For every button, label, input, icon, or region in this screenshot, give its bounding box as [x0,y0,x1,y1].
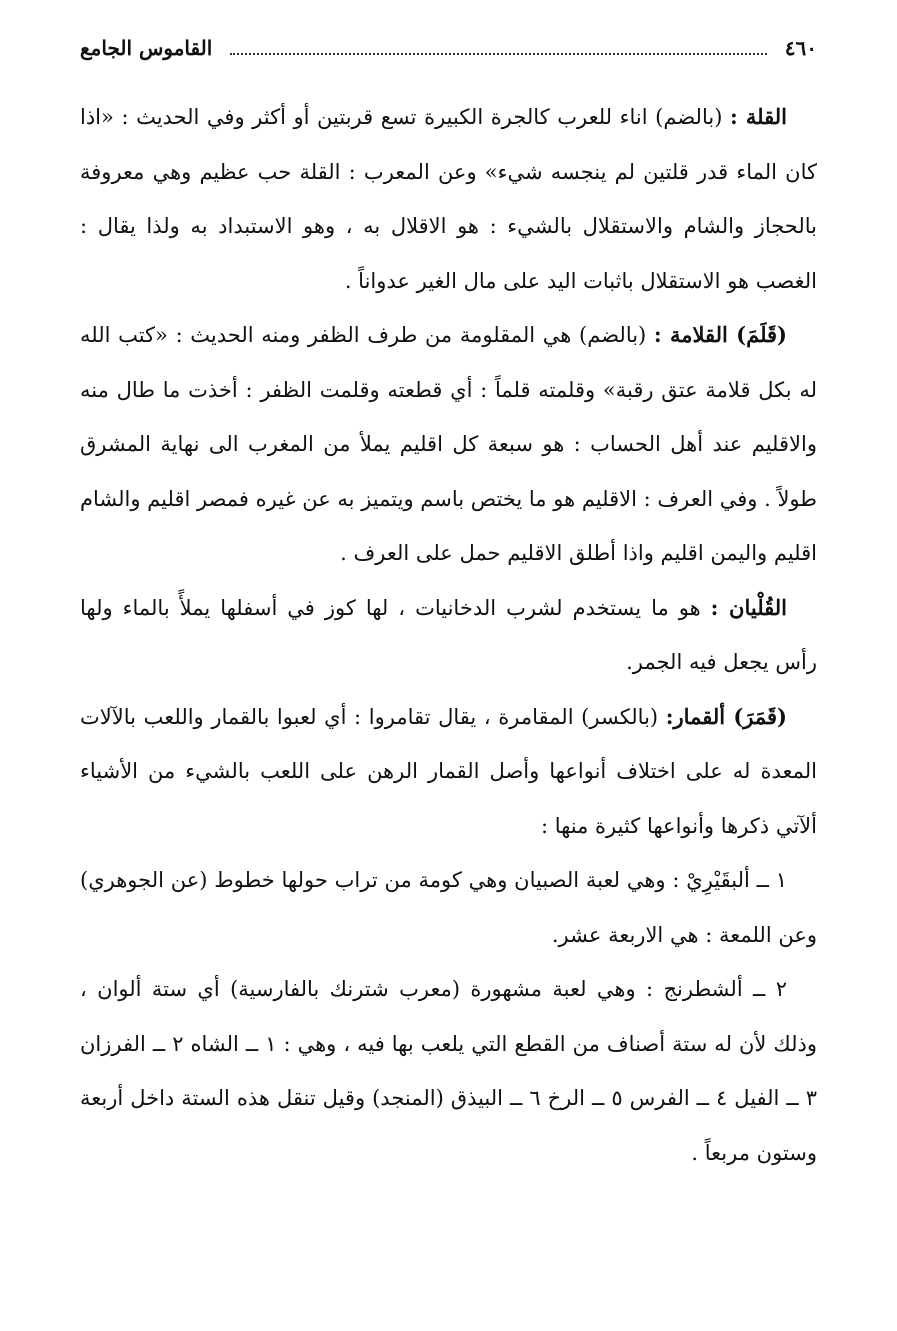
qimar-type-1 [80,853,817,962]
entry-qalam [80,308,817,581]
entry-qimar [80,690,817,854]
entry-headword: القلة : [729,104,787,129]
entry-headword: (قَلَمَ) القلامة : [653,322,787,347]
qimar-type-2 [80,962,817,1180]
page-number: ٤٦٠ [784,36,817,60]
dictionary-page [80,28,817,1180]
entry-text: (بالضم) هي المقلومة من طرف الظفر ومنه الحديث : «كتب الله له بكل قلامة عتق رقبة» وقلمته قلماً : أي قطعته وقلمت الظفر : أخذت ما طال منه والاقليم عند أهل الحساب : هو سبعة كل اقليم يملأ من المغرب الى نهاية المشرق طولاً . وفي العرف : الاقليم هو ما يختص باسم ويتميز به عن غيره فمصر اقليم والشام اقليم واليمن اقليم واذا أطلق الاقليم حمل على العرف . [80,323,817,565]
entry-text: ٢ ــ ألشطرنج : وهي لعبة مشهورة (معرب شترنك بالفارسية) أي ستة ألوان ، وذلك لأن له ستة أصناف من القطع التي يلعب بها فيه ، وهي : ١ ــ الشاه ٢ ــ الفرزان ٣ ــ الفيل ٤ ــ الفرس ٥ ــ الرخ ٦ ــ البيذق (المنجد) وقيل تنقل هذه الستة داخل أربعة وستون مربعاً . [80,977,817,1165]
entry-qulla [80,90,817,308]
page-header [80,28,817,68]
entry-text: ١ ــ ألبقَيْرِيْ : وهي لعبة الصبيان وهي كومة من تراب حولها خطوط (عن الجوهري) وعن اللمعة : هي الاربعة عشر. [80,868,817,947]
running-title: القاموس الجامع [80,36,213,60]
entry-headword: القُلْيان : [710,594,787,620]
entry-headword: (قَمَرَ) ألقمار: [665,703,787,729]
header-dot-leader [230,53,766,55]
entry-text: هو ما يستخدم لشرب الدخانيات ، لها كوز في أسفلها يملأً بالماء ولها رأس يجعل فيه الجمر. [80,595,817,674]
page-body [80,90,817,1180]
entry-text: (بالضم) اناء للعرب كالجرة الكبيرة تسع قربتين أو أكثر وفي الحديث : «اذا كان الماء قدر قلتين لم ينجسه شيء» وعن المعرب : القلة حب عظيم وهي معروفة بالحجاز والشام والاستقلال بالشيء : هو الاقلال به ، وهو الاستبداد به ولذا يقال : الغصب هو الاستقلال باثبات اليد على مال الغير عدواناً . [80,105,817,293]
entry-qulyan [80,581,817,690]
entry-text: (بالكسر) المقامرة ، يقال تقامروا : أي لعبوا بالقمار واللعب بالآلات المعدة له على اختلاف أنواعها وأصل القمار الرهن على اللعب بالشيء من الأشياء ألآتي ذكرها وأنواعها كثيرة منها : [80,704,817,838]
